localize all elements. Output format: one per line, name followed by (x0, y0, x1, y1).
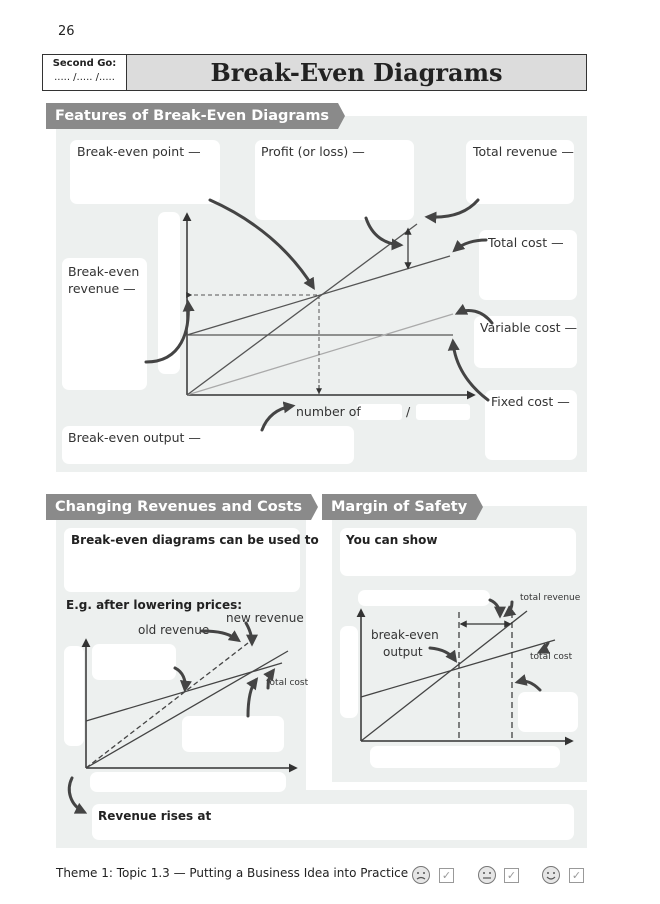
revenue-rises-text: Revenue rises at (98, 809, 212, 823)
margin-prompt: You can show (346, 533, 438, 547)
label-profit-or-loss: Profit (or loss) — (261, 144, 365, 159)
arrow-margin-top (490, 600, 500, 615)
margin-heading: Margin of Safety (322, 494, 476, 520)
label-fixed-cost: Fixed cost — (491, 394, 570, 409)
page-title: Break-Even Diagrams (210, 58, 503, 87)
page-number: 26 (58, 24, 75, 39)
features-heading: Features of Break-Even Diagrams (46, 103, 338, 129)
label-variable-cost: Variable cost — (480, 320, 577, 335)
arrow-current-output (518, 681, 540, 690)
tick-box-sad[interactable]: ✓ (439, 868, 454, 883)
label-old-revenue: old revenue (138, 623, 210, 637)
arrow-total-revenue-3 (506, 602, 512, 615)
label-total-cost-3: total cost (530, 652, 573, 662)
second-go-date: ..... /..... /..... (54, 72, 115, 83)
neutral-face-icon[interactable] (478, 866, 496, 884)
x-axis-label-number-of: number of (296, 404, 361, 419)
changing-heading: Changing Revenues and Costs (46, 494, 311, 520)
label-total-revenue: Total revenue — (473, 144, 574, 159)
changing-prompt: Break-even diagrams can be used to (71, 533, 319, 547)
label-break-even-revenue-1: Break-even (68, 264, 140, 279)
tick-box-happy[interactable]: ✓ (569, 868, 584, 883)
happy-face-icon[interactable] (542, 866, 560, 884)
tick-box-neutral[interactable]: ✓ (504, 868, 519, 883)
label-break-even-point: Break-even point — (77, 144, 201, 159)
label-new-revenue: new revenue (226, 611, 304, 625)
label-break-even-output-2: output (383, 645, 423, 659)
label-total-cost: Total cost — (488, 235, 564, 250)
footer-topic: Theme 1: Topic 1.3 — Putting a Business Idea into Practice (56, 866, 409, 880)
label-break-even-output-1: break-even (371, 628, 439, 642)
label-break-even-revenue-2: revenue — (68, 281, 136, 296)
arrow-be-output (430, 648, 455, 660)
changing-example: E.g. after lowering prices: (66, 598, 243, 612)
label-total-cost-small: total cost (266, 678, 309, 688)
sad-face-icon[interactable] (412, 866, 430, 884)
label-total-revenue-3: total revenue (520, 593, 581, 603)
second-go-label: Second Go: (52, 58, 117, 69)
x-axis-label-slash: / (406, 404, 411, 419)
label-break-even-output: Break-even output — (68, 430, 201, 445)
